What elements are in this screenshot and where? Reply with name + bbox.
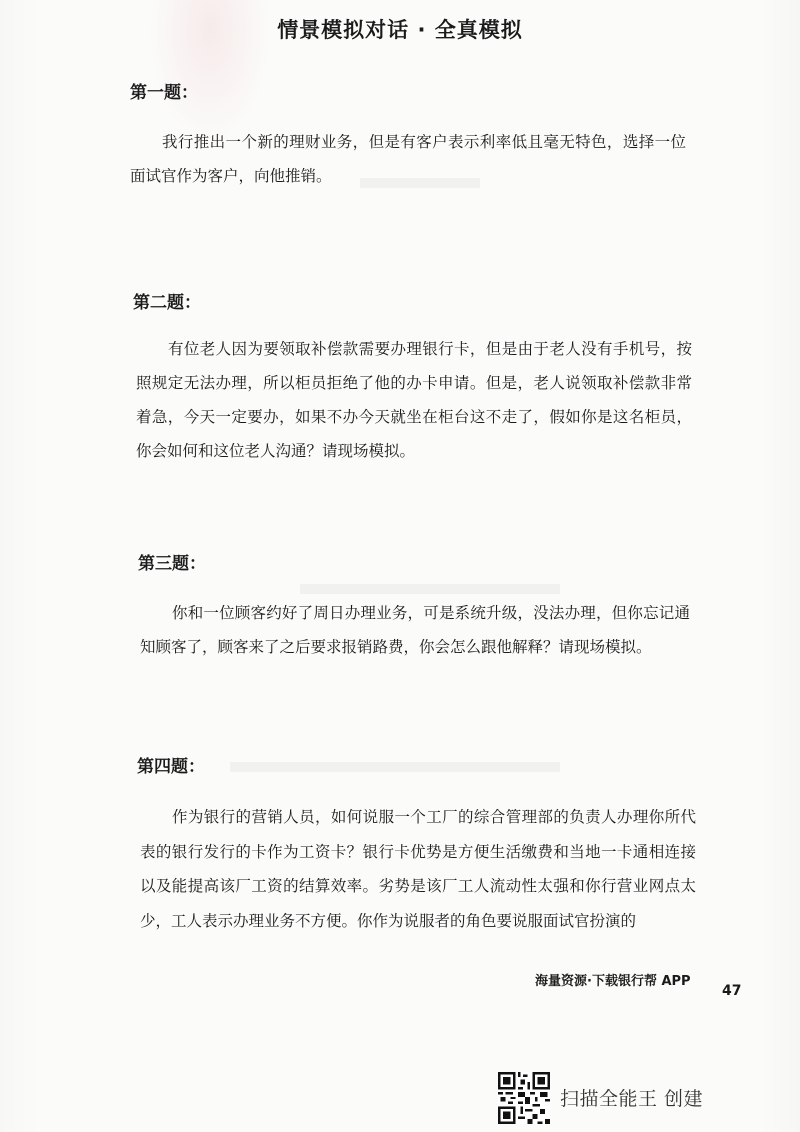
bleed-through-mark: [360, 178, 480, 188]
scanner-watermark-text: 扫描全能王 创建: [560, 1088, 704, 1110]
question-1-text: 我行推出一个新的理财业务，但是有客户表示利率低且毫无特色，选择一位面试官作为客户，向他推销。: [130, 133, 686, 185]
bleed-through-mark: [230, 762, 560, 772]
question-3-text: 你和一位顾客约好了周日办理业务，可是系统升级，没法办理，但你忘记通知顾客了，顾客来了之后要求报销路费，你会怎么跟他解释？请现场模拟。: [140, 604, 690, 656]
page-title: 情景模拟对话 · 全真模拟: [277, 18, 523, 42]
page-number: 47: [722, 983, 742, 999]
bleed-through-mark: [300, 584, 560, 594]
question-3-label: 第三题：: [138, 554, 206, 574]
question-2-label: 第二题：: [133, 293, 201, 313]
question-2-text: 有位老人因为要领取补偿款需要办理银行卡，但是由于老人没有手机号，按照规定无法办理，所以柜员拒绝了他的办卡申请。但是，老人说领取补偿款非常着急，今天一定要办，如果不办今天就坐在柜台这不走了，假如你是这名柜员，你会如何和这位老人沟通？请现场模拟。: [136, 340, 692, 460]
question-4-label: 第四题：: [137, 757, 205, 777]
footer-brand: 海量资源·下载银行帮 APP: [535, 974, 691, 989]
question-4-text: 作为银行的营销人员，如何说服一个工厂的综合管理部的负责人办理你所代表的银行发行的卡作为工资卡？银行卡优势是方便生活缴费和当地一卡通相连接以及能提高该厂工资的结算效率。劣势是该厂工人流动性太强和你行营业网点太少，工人表示办理业务不方便。你作为说服者的角色要说服面试官扮演的: [140, 808, 696, 930]
qr-code-icon: [498, 1072, 550, 1124]
question-1-label: 第一题：: [130, 83, 198, 103]
